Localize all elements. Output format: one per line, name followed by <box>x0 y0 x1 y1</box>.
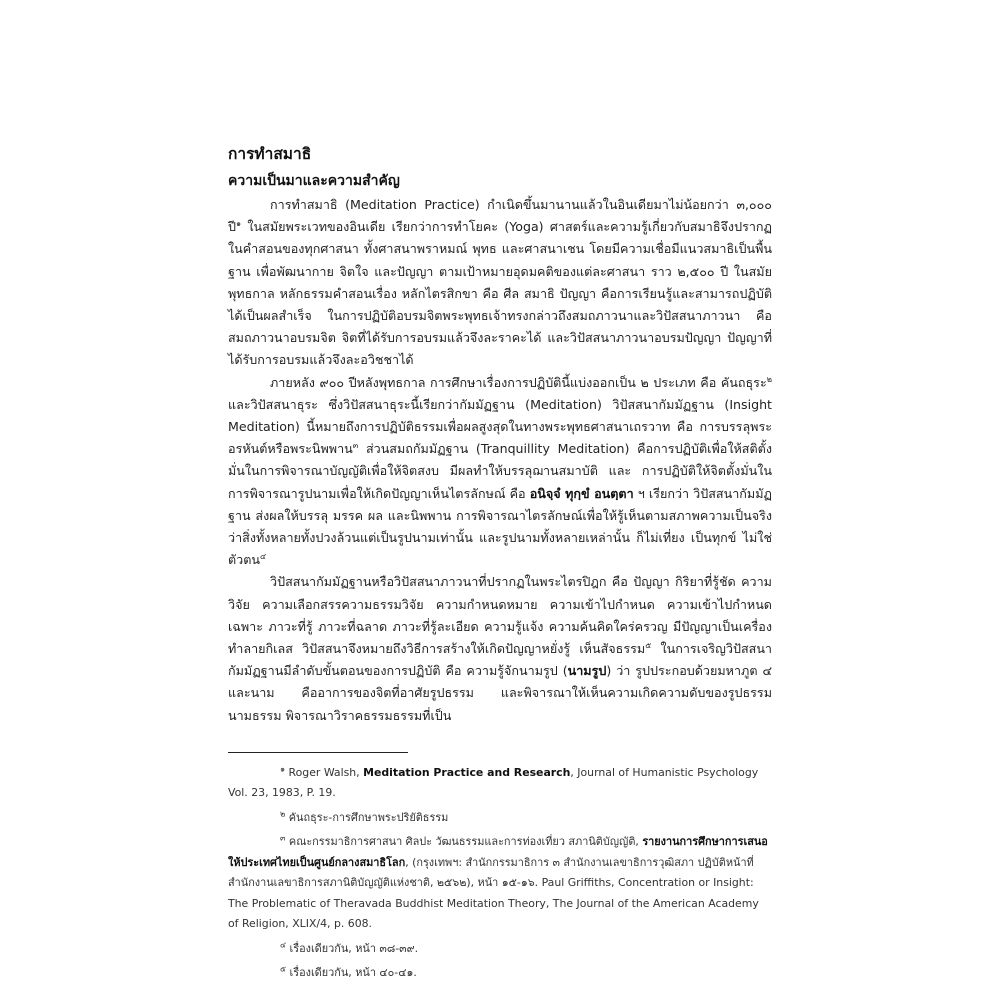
text-run: ฯ เรียกว่า วิปัสสนากัมมัฏฐาน ส่งผลให้บรรลุ มรรค ผล และนิพพาน การพิจารณาไตรลักษณ์เพื่อให้รู้เห็นตามสภาพความเป็นจริงว่าสิ่งทั้งหลายทั้งปวงล้วนแต่เป็นรูปนามเท่านั้น และรูปนามทั้งหลายเหล่านั้น ก็ไม่เที่ยง เป็นทุกข์ ไม่ใช่ตัวตน <box>228 485 772 568</box>
body-paragraph <box>228 194 772 372</box>
section-heading: การทำสมาธิ <box>228 145 312 163</box>
footnotes <box>228 763 772 984</box>
body-paragraph <box>228 571 772 726</box>
text-run: การทำสมาธิ (Meditation Practice) กำเนิดขึ้นมานานแล้วในอินเดียมาไม่น้อยกว่า ๓,๐๐๐ ปี <box>228 197 772 235</box>
footnote <box>228 832 772 935</box>
footnote <box>228 939 772 960</box>
bold-text: รายงานการศึกษาการเสนอให้ประเทศไทยเป็นศูนย์กลางสมาธิโลก <box>228 835 768 869</box>
footnote-marker: ๒ <box>280 809 286 819</box>
text-run: , (กรุงเทพฯ: สำนักกรรมาธิการ ๓ สำนักงานเลขาธิการวุฒิสภา ปฏิบัติหน้าที่สำนักงานเลขาธิการสภานิติบัญญัติแห่งชาติ, ๒๕๖๒), หน้า ๑๕-๑๖. Paul Griffiths, Concentration or Insight: The Problematic of Theravada Buddhist Meditation Theory, The Journal of the American Academy of Religion, XLIX/4, p. 608. <box>228 855 759 931</box>
text-run: คณะกรรมาธิการศาสนา ศิลปะ วัฒนธรรมและการท่องเที่ยว สภานิติบัญญัติ, <box>285 835 643 849</box>
text-run: วิปัสสนากัมมัฏฐานหรือวิปัสสนาภาวนาที่ปรากฏในพระไตรปิฎก คือ ปัญญา กิริยาที่รู้ชัด ความวิจัย ความเลือกสรรความธรรมวิจัย ความกำหนดหมาย ความเข้าไปกำหนด ความเข้าไปกำหนดเฉพาะ ภาวะที่รู้ ภาวะที่ฉลาด ภาวะที่รู้ละเอียด ความรู้แจ้ง ความค้นคิดใคร่ครวญ มีปัญญาเป็นเครื่องทำลายกิเลส วิปัสสนาจึงหมายถึงวิธีการสร้างให้เกิดปัญญาหยั่งรู้ เห็นสัจธรรม <box>228 574 772 657</box>
text-run: ภายหลัง ๙๐๐ ปีหลังพุทธกาล การศึกษาเรื่องการปฏิบัตินี้แบ่งออกเป็น ๒ ประเภท คือ คันถธุระ <box>270 374 767 390</box>
footnote-divider <box>228 752 408 753</box>
page-content <box>228 143 772 988</box>
footnote <box>228 763 772 804</box>
text-run: ในสมัยพระเวทของอินเดีย เรียกว่าการทำโยคะ (Yoga) ศาสตร์และความรู้เกี่ยวกับสมาธิจึงปรากฏในคำสอนของทุกศาสนา ทั้งศาสนาพราหมณ์ พุทธ และศาสนาเชน โดยมีความเชื่อมีแนวสมาธิเป็นพื้นฐาน เพื่อพัฒนากาย จิตใจ และปัญญา ตามเป้าหมายอุดมคติของแต่ละศาสนา ราว ๒,๕๐๐ ปี ในสมัยพุทธกาล หลักธรรมคำสอนเรื่อง หลักไตรสิกขา คือ ศีล สมาธิ ปัญญา คือการเรียนรู้และสามารถปฏิบัติได้เป็นผลสำเร็จ ในการปฏิบัติอบรมจิตพระพุทธเจ้าทรงกล่าวถึงสมถภาวนาและวิปัสสนาภาวนา คือ สมถภาวนาอบรมจิต จิตที่ได้รับการอบรมแล้วจึงละราคะได้ และวิปัสสนาภาวนาอบรมปัญญา ปัญญาที่ได้รับการอบรมแล้วจึงละอวิชชาได้ <box>228 219 772 368</box>
footnote-marker: ๔ <box>280 940 287 950</box>
bold-text: นามรูป <box>567 663 607 679</box>
footnote <box>228 963 772 984</box>
footnote-marker: ๑ <box>236 219 242 229</box>
text-run: และวิปัสสนาธุระ ซึ่งวิปัสสนาธุระนี้เรียกว่ากัมมัฏฐาน (Meditation) วิปัสสนากัมมัฏฐาน (Insight Meditation) นี้หมายถึงการปฏิบัติธรรมเพื่อผลสูงสุดในทางพระพุทธศาสนาเถรวาท คือ การบรรลุพระอรหันต์หรือพระนิพพาน <box>228 396 772 457</box>
text-run: ในการเจริญวิปัสสนากัมมัฏฐานมีลำดับขั้นตอนของการปฏิบัติ คือ ความรู้จักนามรูป ( <box>228 641 772 679</box>
text-run: เรื่องเดียวกัน, หน้า ๓๘-๓๙. <box>286 941 419 955</box>
footnote-marker: ๔ <box>260 552 267 562</box>
footnote-marker: ๓ <box>280 833 286 843</box>
bold-text: Meditation Practice and Research <box>363 765 571 779</box>
text-run: เรื่องเดียวกัน, หน้า ๔๐-๔๑. <box>286 966 417 980</box>
body-text <box>228 194 772 727</box>
text-run: ) ว่า รูปประกอบด้วยมหาภูต ๔ และนาม คืออาการของจิตที่อาศัยรูปธรรม และพิจารณาให้เห็นความเกิดความดับของรูปธรรมนามธรรม พิจารณาวิราคธรรมธรรมที่เป็น <box>228 663 772 723</box>
text-run: ส่วนสมถกัมมัฏฐาน (Tranquillity Meditation) คือการปฏิบัติเพื่อให้สติตั้งมั่นในการพิจารณาบัญญัติเพื่อให้จิตสงบ มีผลทำให้บรรลุฌานสมาบัติ และ การปฏิบัติให้จิตตั้งมั่นในการพิจารณารูปนามเพื่อให้เกิดปัญญาเห็นไตรลักษณ์ คือ <box>228 441 772 501</box>
text-run: คันถธุระ-การศึกษาพระปริยัติธรรม <box>285 810 449 824</box>
footnote-marker: ๑ <box>280 764 286 774</box>
text-run: Roger Walsh, <box>285 765 364 779</box>
text-run: , Journal of Humanistic Psychology Vol. 23, 1983, P. 19. <box>228 765 759 800</box>
body-paragraph <box>228 372 772 572</box>
footnote-marker: ๕ <box>645 640 652 650</box>
footnote-marker: ๕ <box>280 964 287 974</box>
section-subheading: ความเป็นมาและความสำคัญ <box>228 173 400 189</box>
footnote-marker: ๓ <box>352 441 359 451</box>
footnote-marker: ๒ <box>766 374 772 384</box>
footnote <box>228 808 772 829</box>
bold-text: อนิจฺจํ ทุกฺขํ อนตฺตา <box>529 485 634 501</box>
